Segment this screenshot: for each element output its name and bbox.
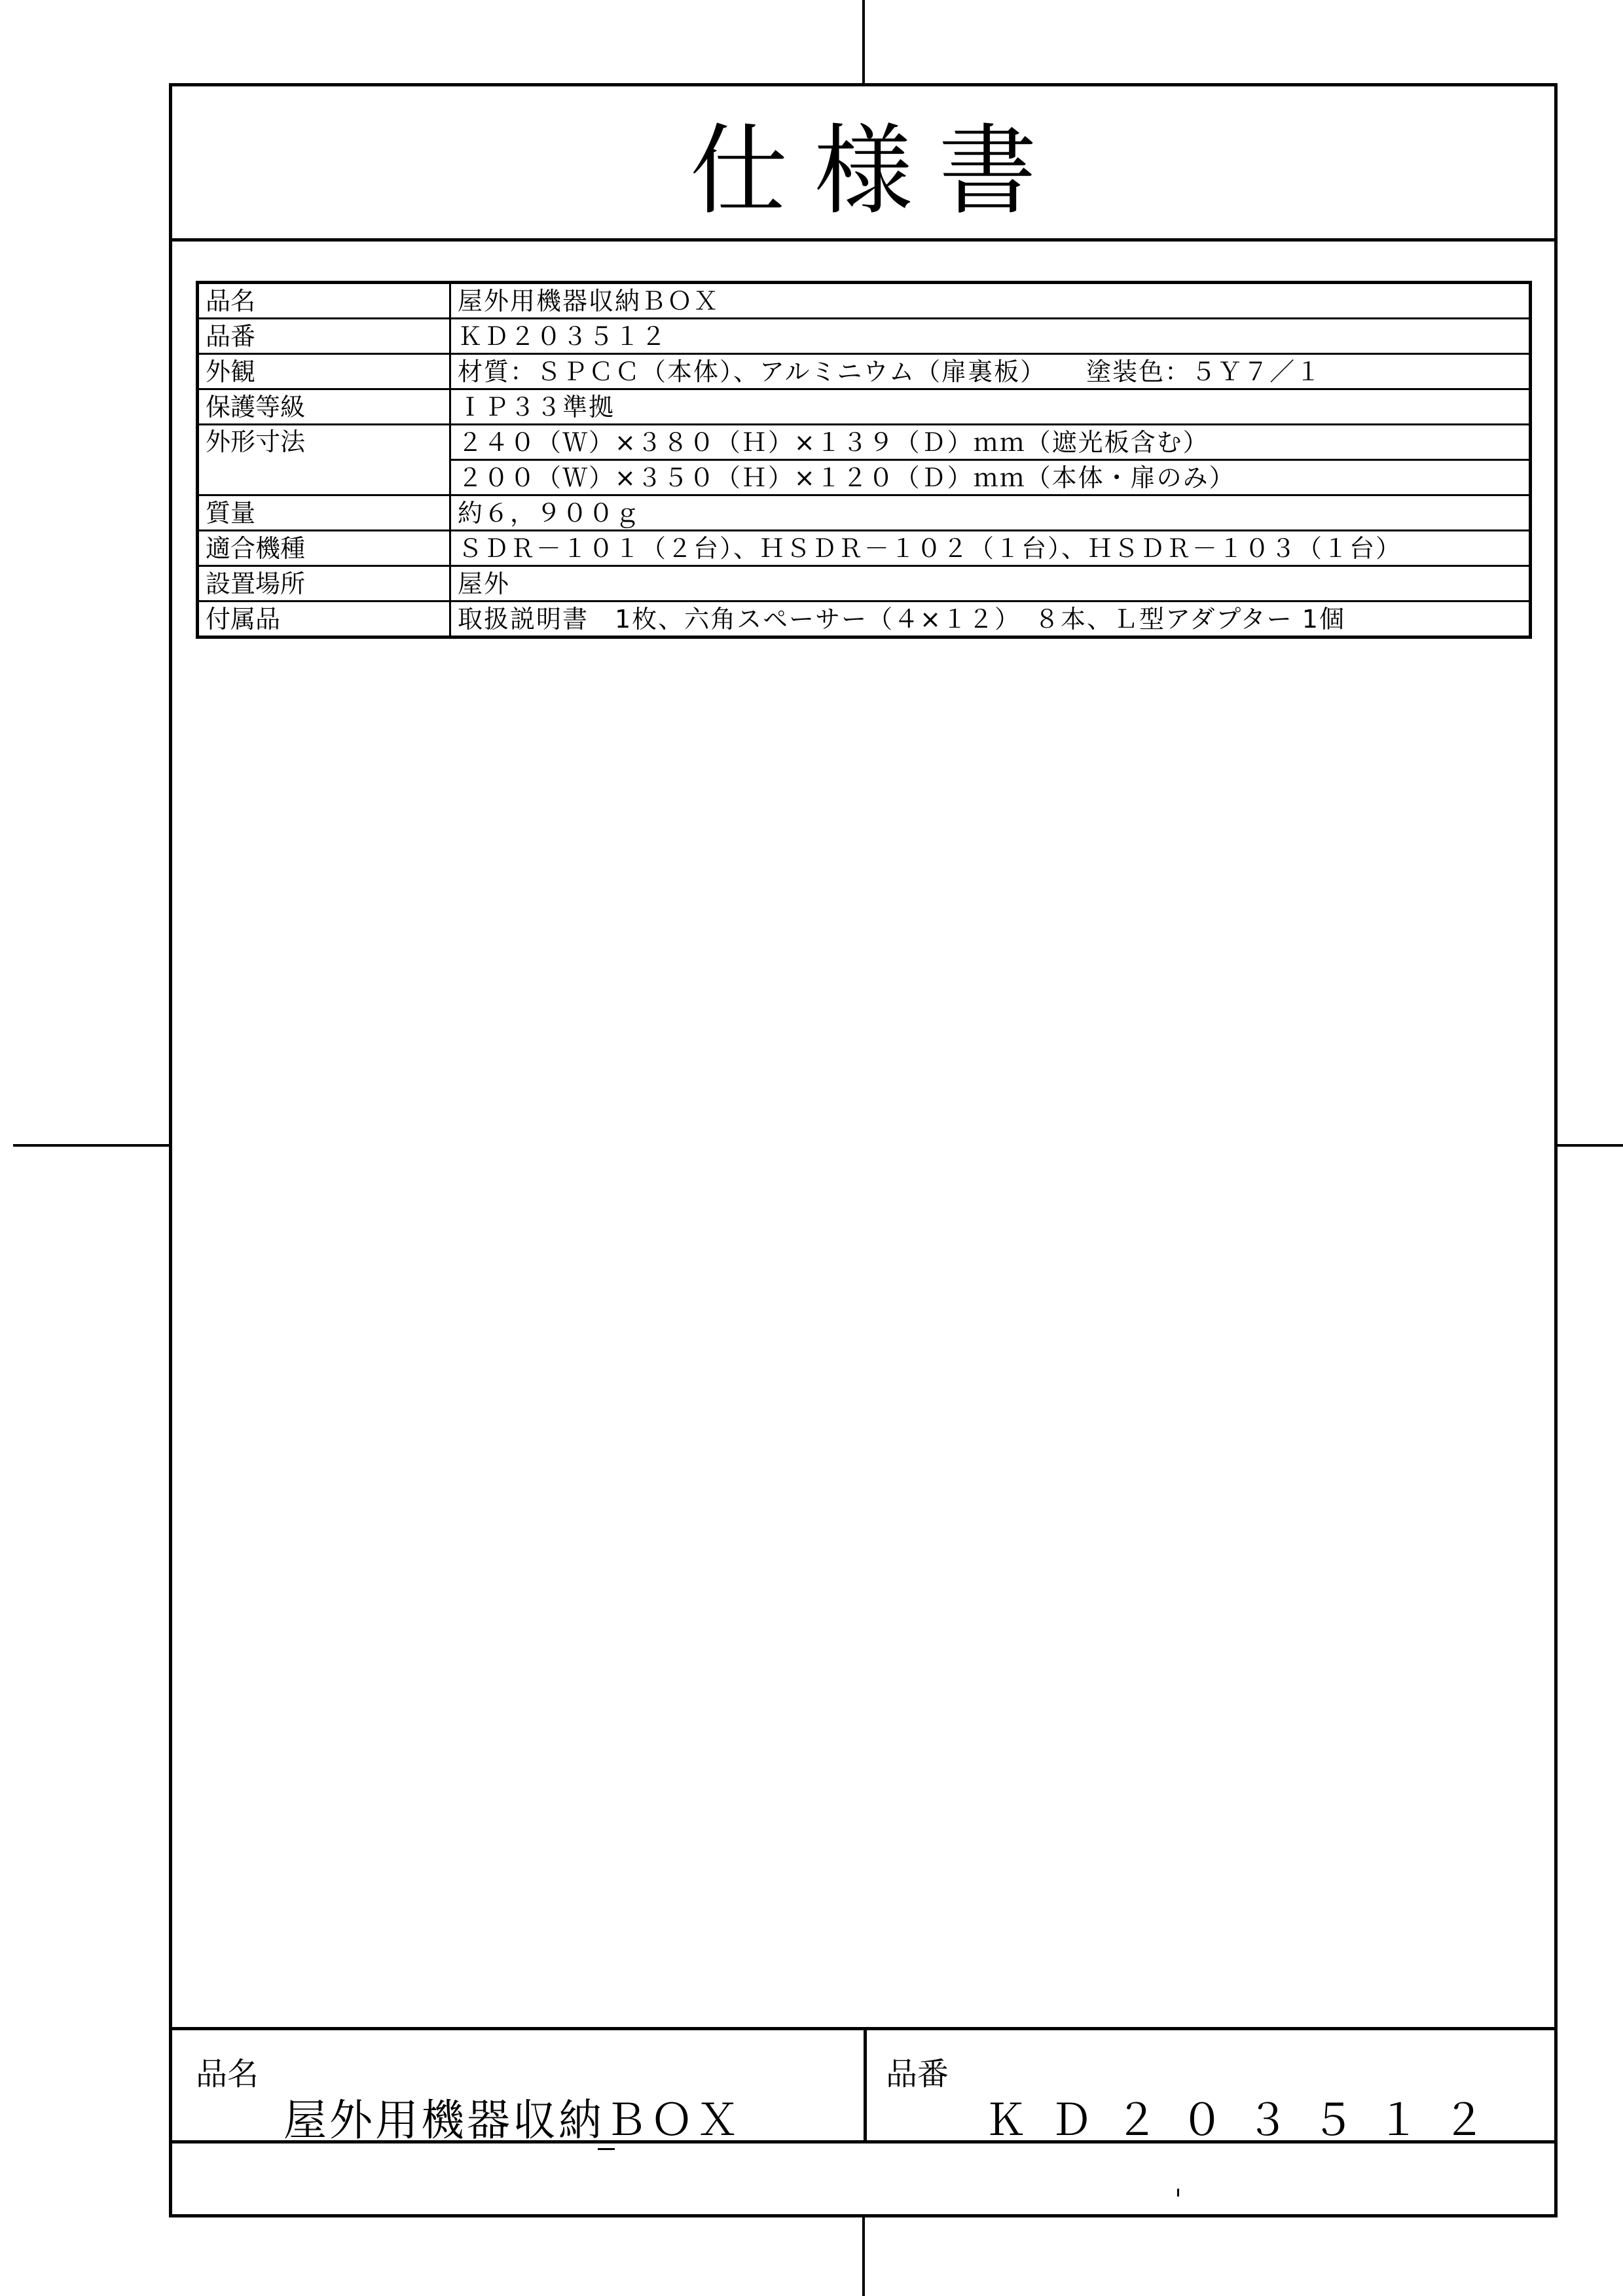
table-row bbox=[198, 601, 1531, 637]
spec-label: 質量 bbox=[198, 495, 450, 531]
spec-label: 設置場所 bbox=[198, 566, 450, 601]
spec-value: 約６，９００ｇ bbox=[450, 495, 1531, 531]
spec-label: 適合機種 bbox=[198, 531, 450, 566]
scan-speck bbox=[1177, 2189, 1179, 2197]
footer-divider bbox=[864, 2030, 867, 2140]
spec-value: ２４０（Ｗ）×３８０（Ｈ）×１３９（Ｄ）ｍｍ（遮光板含む） bbox=[450, 425, 1531, 460]
spec-label: 外形寸法 bbox=[198, 425, 450, 495]
crop-mark-right bbox=[1558, 1144, 1623, 1147]
footer-number-label: 品番 bbox=[886, 2056, 949, 2092]
crop-mark-top bbox=[862, 0, 865, 83]
spec-label: 外観 bbox=[198, 354, 450, 389]
crop-mark-bottom bbox=[862, 2217, 865, 2296]
table-row bbox=[198, 425, 1531, 460]
spec-label: 品名 bbox=[198, 283, 450, 319]
footer-title-block bbox=[172, 2027, 1554, 2144]
table-row bbox=[198, 283, 1531, 319]
spec-label: 付属品 bbox=[198, 601, 450, 637]
spec-sheet-frame bbox=[169, 83, 1558, 2217]
spec-value: ＩＰ３３準拠 bbox=[450, 389, 1531, 425]
spec-table bbox=[196, 281, 1532, 639]
document-title: 仕様書 bbox=[689, 115, 1063, 228]
footer-name-value: 屋外用機器収納ＢＯＸ bbox=[283, 2095, 742, 2145]
footer-number-value: ＫＤ２０３５１２ bbox=[984, 2095, 1508, 2145]
table-row bbox=[198, 531, 1531, 566]
spec-value: 屋外用機器収納ＢＯＸ bbox=[450, 283, 1531, 319]
scan-speck bbox=[598, 2148, 615, 2150]
table-row bbox=[198, 389, 1531, 425]
table-row bbox=[198, 566, 1531, 601]
spec-value: 屋外 bbox=[450, 566, 1531, 601]
spec-value: 取扱説明書 1枚、六角スペーサー（４×１２） ８本、Ｌ型アダプター 1個 bbox=[450, 601, 1531, 637]
table-row bbox=[198, 319, 1531, 354]
spec-value: 材質：ＳＰＣＣ（本体）、アルミニウム（扉裏板） 塗装色：５Ｙ７／１ bbox=[450, 354, 1531, 389]
title-band bbox=[172, 86, 1554, 242]
spec-value: ２００（Ｗ）×３５０（Ｈ）×１２０（Ｄ）ｍｍ（本体・扉のみ） bbox=[450, 460, 1531, 495]
table-row bbox=[198, 354, 1531, 389]
spec-label: 品番 bbox=[198, 319, 450, 354]
crop-mark-left bbox=[13, 1144, 169, 1147]
table-row bbox=[198, 495, 1531, 531]
footer-name-label: 品名 bbox=[196, 2056, 259, 2092]
spec-label: 保護等級 bbox=[198, 389, 450, 425]
spec-value: ＫＤ２０３５１２ bbox=[450, 319, 1531, 354]
spec-value: ＳＤＲ－１０１（２台）、ＨＳＤＲ－１０２（１台）、ＨＳＤＲ－１０３（１台） bbox=[450, 531, 1531, 566]
